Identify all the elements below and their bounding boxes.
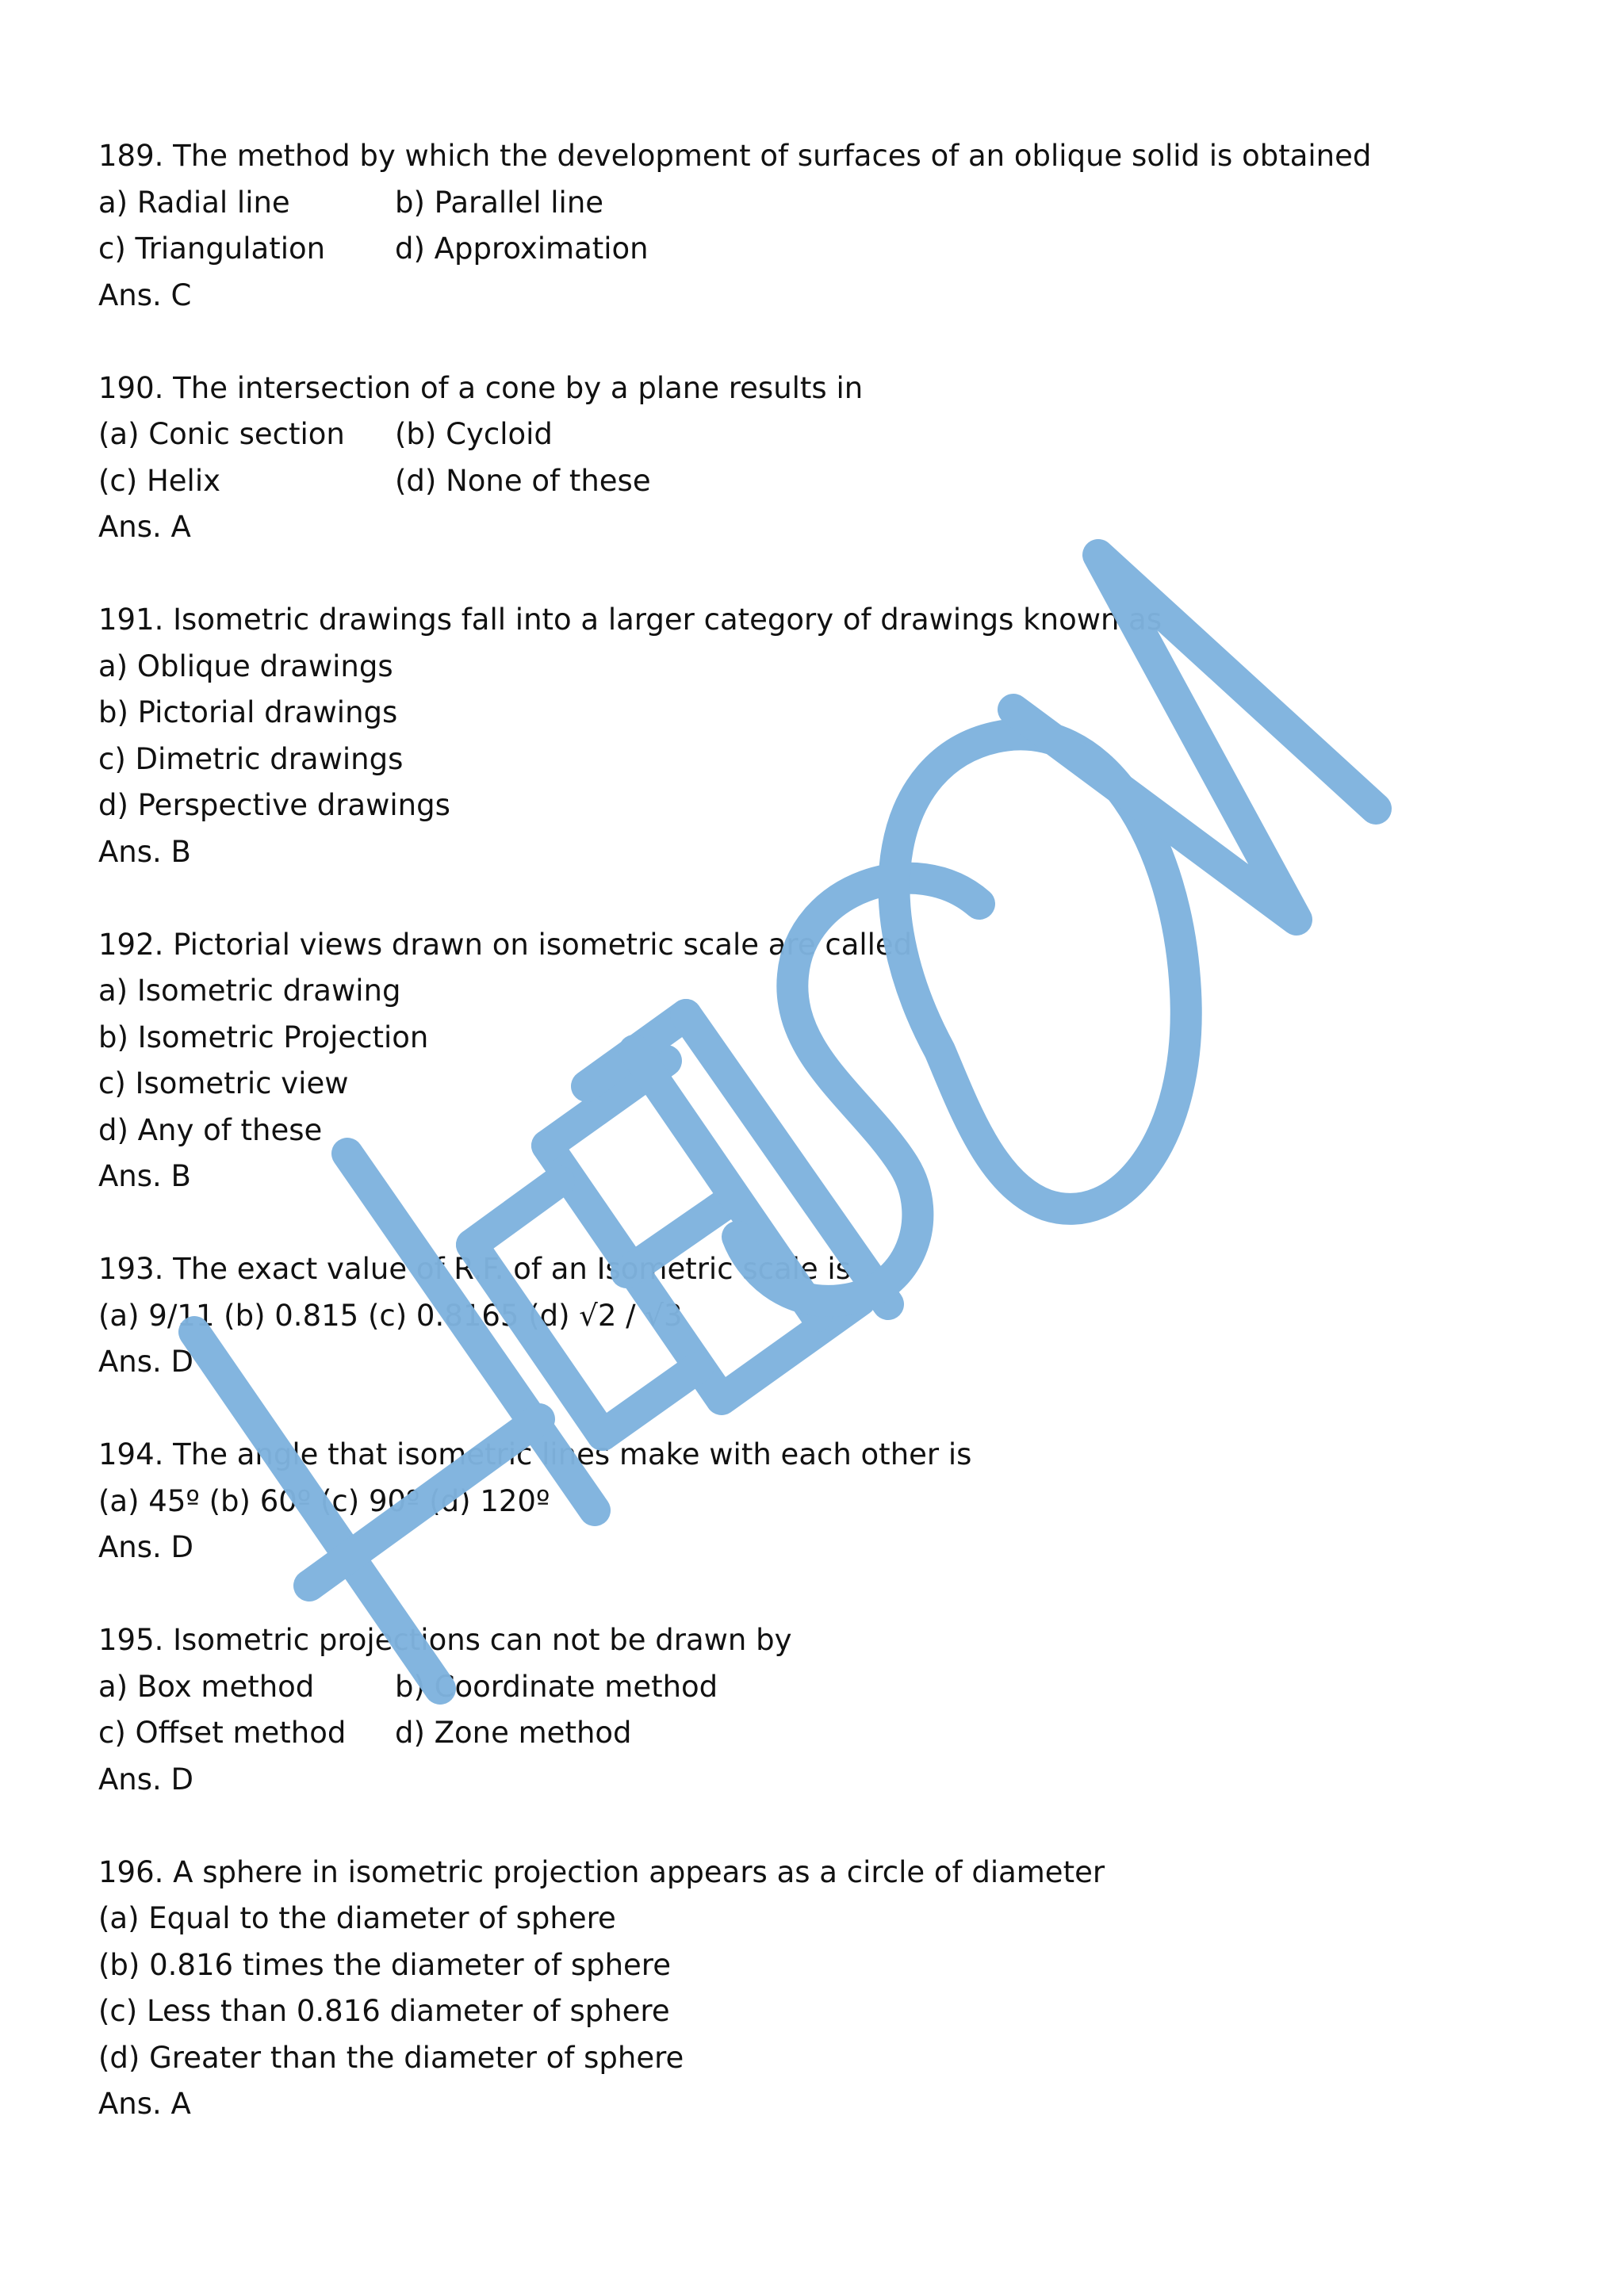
- question-block-193: [98, 1246, 1526, 1386]
- option-b: b) Pictorial drawings: [98, 695, 398, 729]
- option-row: [98, 1664, 1526, 1711]
- option-row: [98, 226, 1526, 273]
- answer-text: Ans. D: [98, 1762, 194, 1797]
- option-c: c) Offset method: [98, 1716, 347, 1750]
- question-text: 195. Isometric projections can not be drawn by: [98, 1623, 792, 1657]
- answer-text: Ans. B: [98, 834, 191, 869]
- answer-text: Ans. B: [98, 1159, 191, 1193]
- option-c: c) Isometric view: [98, 1066, 349, 1100]
- question-block-194: [98, 1432, 1526, 1571]
- option-a: a) Box method: [98, 1669, 315, 1704]
- answer-text: Ans. A: [98, 2087, 191, 2121]
- option-row: [98, 180, 1526, 227]
- option-d: (d) Greater than the diameter of sphere: [98, 2040, 684, 2075]
- option-b: b) Isometric Projection: [98, 1020, 429, 1054]
- question-block-195: [98, 1617, 1526, 1803]
- option-d: d) Any of these: [98, 1112, 323, 1147]
- question-text: 196. A sphere in isometric projection appears as a circle of diameter: [98, 1854, 1105, 1889]
- question-text: 194. The angle that isometric lines make with each other is: [98, 1437, 972, 1471]
- option-c: c) Dimetric drawings: [98, 741, 404, 776]
- option-a: a) Radial line: [98, 185, 290, 220]
- option-c: (c) Helix: [98, 463, 221, 498]
- question-text: 193. The exact value of R.F. of an Isometric scale is: [98, 1252, 851, 1286]
- option-b: (b) 0.816 times the diameter of sphere: [98, 1947, 671, 1982]
- option-c: (c) Less than 0.816 diameter of sphere: [98, 1994, 670, 2028]
- option-a: (a) Conic section: [98, 417, 345, 451]
- option-d: d) Zone method: [395, 1716, 632, 1750]
- option-a: (a) Equal to the diameter of sphere: [98, 1901, 616, 1935]
- question-text: 192. Pictorial views drawn on isometric scale are called: [98, 927, 913, 962]
- option-row: [98, 458, 1526, 505]
- answer-text: Ans. D: [98, 1530, 194, 1564]
- option-b: b) Coordinate method: [395, 1669, 718, 1704]
- option-d: d) Approximation: [395, 232, 649, 266]
- question-block-190: [98, 365, 1526, 551]
- option-d: (d) None of these: [395, 463, 651, 498]
- question-block-196: [98, 1850, 1526, 2128]
- answer-text: Ans. C: [98, 277, 192, 312]
- option-row: [98, 1710, 1526, 1757]
- question-block-192: [98, 922, 1526, 1200]
- options-inline: (a) 9/11 (b) 0.815 (c) 0.8165 (d) √2 / √3: [98, 1298, 683, 1333]
- option-b: (b) Cycloid: [395, 417, 553, 451]
- question-block-189: [98, 133, 1526, 319]
- question-block-191: [98, 597, 1526, 875]
- option-row: [98, 411, 1526, 458]
- option-a: a) Isometric drawing: [98, 974, 401, 1008]
- question-text: 191. Isometric drawings fall into a larger category of drawings known as: [98, 603, 1162, 637]
- option-c: c) Triangulation: [98, 232, 326, 266]
- option-a: a) Oblique drawings: [98, 649, 393, 683]
- question-list: [98, 133, 1526, 2174]
- question-text: 190. The intersection of a cone by a plane results in: [98, 370, 864, 405]
- option-d: d) Perspective drawings: [98, 788, 450, 822]
- question-text: 189. The method by which the development of surfaces of an oblique solid is obtained: [98, 139, 1372, 173]
- answer-text: Ans. D: [98, 1345, 194, 1379]
- option-b: b) Parallel line: [395, 185, 604, 220]
- options-inline: (a) 45º (b) 60º (c) 90º (d) 120º: [98, 1483, 550, 1518]
- answer-text: Ans. A: [98, 510, 191, 544]
